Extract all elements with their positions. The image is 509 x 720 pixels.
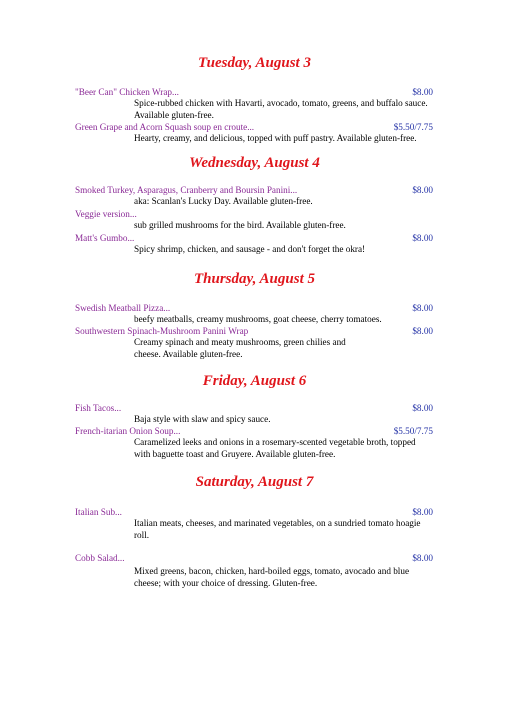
menu-item-name: Green Grape and Acorn Squash soup en croute... (75, 122, 255, 132)
menu-item-description: aka: Scanlan's Lucky Day. Available gluten-free. (134, 196, 313, 206)
menu-item-name: Italian Sub... (75, 507, 122, 517)
menu-item-price: $8.00 (412, 507, 433, 517)
menu-item-description: Spicy shrimp, chicken, and sausage - and don't forget the okra! (134, 244, 366, 254)
menu-item-price: $8.00 (412, 233, 433, 243)
menu-item-description: Italian meats, cheeses, and marinated vegetables, on a sundried tomato hoagie roll. (134, 518, 421, 540)
menu-item-price: $5.50/7.75 (393, 426, 433, 436)
menu-item-name: Southwestern Spinach-Mushroom Panini Wrap (75, 326, 249, 336)
menu-item-name: French-itarian Onion Soup... (75, 426, 181, 436)
menu-item-price: $8.00 (412, 326, 433, 336)
day-heading-saturday: Saturday, August 7 (195, 474, 314, 490)
menu-item-name: Smoked Turkey, Asparagus, Cranberry and Boursin Panini... (75, 185, 298, 195)
menu-item-description: Creamy spinach and meaty mushrooms, green chilies and cheese. Available gluten-free. (134, 337, 346, 359)
menu-item-name: "Beer Can" Chicken Wrap... (75, 87, 179, 97)
menu-item-name: Cobb Salad... (75, 553, 125, 563)
day-heading-tuesday: Tuesday, August 3 (198, 55, 311, 71)
menu-item-description: beefy meatballs, creamy mushrooms, goat cheese, cherry tomatoes. (134, 314, 382, 324)
menu-item-description: sub grilled mushrooms for the bird. Available gluten-free. (134, 220, 346, 230)
menu-item-description: Mixed greens, bacon, chicken, hard-boiled eggs, tomato, avocado and blue cheese; with your choice of dressing. Gluten-free. (134, 566, 410, 588)
menu-item-price: $8.00 (412, 185, 433, 195)
menu-item-description: Spice-rubbed chicken with Havarti, avocado, tomato, greens, and buffalo sauce. Available gluten-free. (134, 98, 428, 120)
menu-item-name: Fish Tacos... (75, 403, 122, 413)
menu-item-name: Swedish Meatball Pizza... (75, 303, 171, 313)
menu-item-price: $8.00 (412, 303, 433, 313)
day-heading-friday: Friday, August 6 (202, 373, 307, 389)
menu-item-price: $8.00 (412, 553, 433, 563)
menu-item-description: Caramelized leeks and onions in a rosemary-scented vegetable broth, topped with baguette toast and Gruyere. Available gluten-free. (134, 437, 416, 459)
day-heading-wednesday: Wednesday, August 4 (189, 155, 320, 171)
day-heading-thursday: Thursday, August 5 (193, 271, 315, 287)
menu-item-price: $5.50/7.75 (393, 122, 433, 132)
menu-item-price: $8.00 (412, 403, 433, 413)
menu-item-name: Veggie version... (75, 209, 137, 219)
menu-item-price: $8.00 (412, 87, 433, 97)
menu-item-description: Baja style with slaw and spicy sauce. (134, 414, 271, 424)
menu-item-description: Hearty, creamy, and delicious, topped with puff pastry. Available gluten-free. (134, 133, 417, 143)
menu-item-name: Matt's Gumbo... (75, 233, 135, 243)
